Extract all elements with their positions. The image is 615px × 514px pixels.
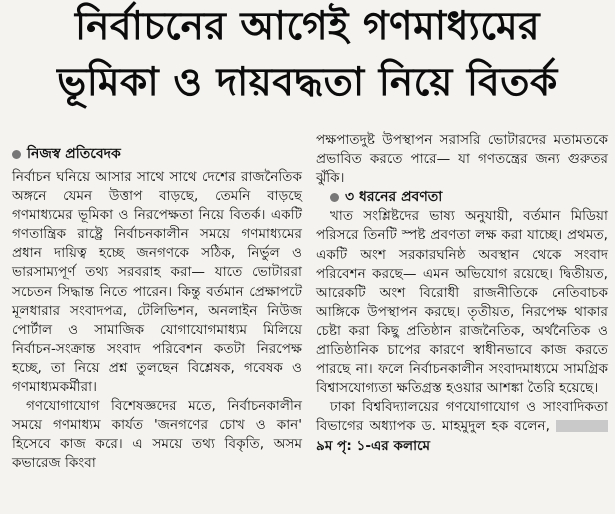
bullet-icon (330, 193, 339, 202)
bullet-icon (12, 150, 21, 159)
continuation-marker-icon (556, 420, 608, 432)
byline (12, 142, 302, 166)
headline (0, 0, 615, 112)
right-paragraph-2: খাত সংশ্লিষ্টদের ভাষ্য অনুযায়ী, বর্তমান মিডিয়া পরিসরে তিনটি স্পষ্ট প্রবণতা লক্ষ করা যাচ্ছে। প্রথমত, একটি অংশ সরকারঘনিষ্ঠ অবস্থান থেকে সংবাদ পরিবেশন করছে— এমন অভিযোগ রয়েছে। দ্বিতীয়ত, আরেকটি অংশ বিরোধী রাজনীতিকে নেতিবাচক আঙ্গিকে উপস্থাপন করছে। তৃতীয়ত, নিরপেক্ষ থাকার চেষ্টা করা কিছু প্রতিষ্ঠান রাজনৈতিক, অর্থনৈতিক ও প্রাতিষ্ঠানিক চাপের কারণে স্বাধীনভাবে কাজ করতে পারছে না। ফলে নির্বাচনকালীন সংবাদমাধ্যমে সামগ্রিক বিশ্বাসযোগ্যতা ক্ষতিগ্রস্ত হওয়ার আশঙ্কা তৈরি হয়েছে। (316, 208, 608, 397)
left-paragraph-2: গণযোগাযোগ বিশেষজ্ঞদের মতে, নির্বাচনকালীন সময়ে গণমাধ্যম কার্যত 'জনগণের চোখ ও কান' হিসেবে কাজ করে। এ সময়ে তথ্য বিকৃতি, অসম কভারেজ কিংবা (12, 398, 302, 472)
right-paragraph-3-text: ঢাকা বিশ্ববিদ্যালয়ের গণযোগাযোগ ও সাংবাদিকতা বিভাগের অধ্যাপক ড. মাহমুদুল হক বলেন, (316, 399, 608, 435)
right-paragraph-3 (316, 398, 608, 455)
right-paragraph-1: পক্ষপাতদুষ্ট উপস্থাপন সরাসরি ভোটারদের মতামতকে প্রভাবিত করতে পারে— যা গণতন্ত্রের জন্য গুরুতর ঝুঁকি। (316, 132, 608, 187)
subhead-text: ৩ ধরনের প্রবণতা (345, 189, 443, 206)
section-subhead (316, 188, 608, 207)
left-paragraph-1: নির্বাচন ঘনিয়ে আসার সাথে সাথে দেশের রাজনৈতিক অঙ্গনে যেমন উত্তাপ বাড়ছে, তেমনি বাড়ছে গণমাধ্যমের ভূমিকা ও নিরপেক্ষতা নিয়ে বিতর্ক। একটি গণতান্ত্রিক রাষ্ট্রে নির্বাচনকালীন সময়ে গণমাধ্যমের প্রধান দায়িত্ব হচ্ছে জনগণকে সঠিক, নির্ভুল ও ভারসাম্যপূর্ণ তথ্য সরবরাহ করা— যাতে ভোটাররা সচেতন সিদ্ধান্ত নিতে পারেন। কিন্তু বর্তমান প্রেক্ষাপটে মূলধারার সংবাদপত্র, টেলিভিশন, অনলাইন নিউজ পোর্টাল ও সামাজিক যোগাযোগমাধ্যম মিলিয়ে নির্বাচন-সংক্রান্ত সংবাদ পরিবেশন কতটা নিরপেক্ষ হচ্ছে, তা নিয়ে প্রশ্ন তুলছেন বিশ্লেষক, গবেষক ও গণমাধ্যমকর্মীরা। (12, 169, 302, 396)
continued-on: ৯ম পৃ: ১-এর কলামে (316, 437, 431, 454)
byline-text: নিজস্ব প্রতিবেদক (27, 146, 121, 162)
headline-line-1: নির্বাচনের আগেই গণমাধ্যমের (74, 4, 541, 49)
headline-line-2: ভূমিকা ও দায়বদ্ধতা নিয়ে বিতর্ক (57, 60, 558, 105)
left-column (12, 168, 302, 474)
right-column (316, 131, 608, 456)
